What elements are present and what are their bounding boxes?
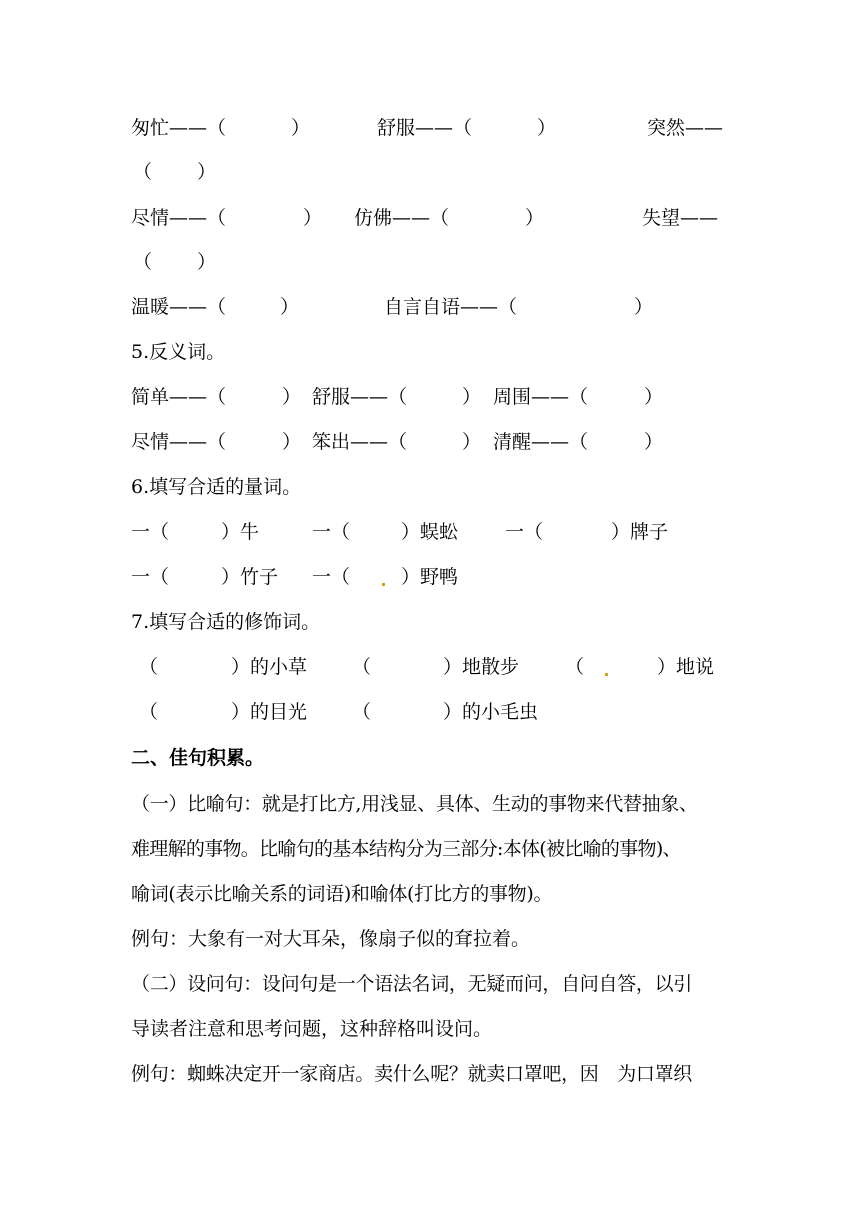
paragraph-text: 导读者注意和思考问题，这种辞格叫设问。 <box>131 1018 493 1040</box>
simile-para-line-3 <box>0 879 860 909</box>
section-heading: 二、佳句积累。 <box>131 747 265 769</box>
measure-item: 一（ <box>312 521 351 543</box>
antonym-bracket: ） <box>462 431 482 453</box>
measure-row-1 <box>0 517 860 547</box>
synonym-item: 舒服——（ <box>377 117 473 139</box>
modifier-item: ）的小草 <box>231 656 308 678</box>
measure-item: ）竹子 <box>221 566 279 588</box>
synonym-item: 突然—— <box>647 117 724 139</box>
antonym-row-1 <box>0 382 860 412</box>
section-heading: 5.反义词。 <box>131 341 226 363</box>
simile-example <box>0 924 860 954</box>
antonym-item: 周围——（ <box>493 386 589 408</box>
measure-item: ）牌子 <box>611 521 669 543</box>
rhetorical-para-line-1 <box>0 969 860 999</box>
synonym-bracket: ） <box>280 296 300 318</box>
measure-item: ）蜈蚣 <box>401 521 459 543</box>
synonym-bracket: ） <box>197 251 217 273</box>
modifiers-heading <box>0 607 860 637</box>
synonym-bracket: （ <box>133 161 153 183</box>
synonym-row-2 <box>0 203 860 233</box>
paragraph-text: （一）比喻句：就是打比方,用浅显、具体、生动的事物来代替抽象、 <box>131 793 698 815</box>
modifier-item: ）的目光 <box>231 701 308 723</box>
synonym-item: 尽情——（ <box>131 207 227 229</box>
example-sentence: 例句：蜘蛛决定开一家商店。卖什么呢？就卖口罩吧，因 为口罩织 <box>131 1063 693 1085</box>
synonym-bracket: （ <box>133 251 153 273</box>
antonym-item: 清醒——（ <box>493 431 589 453</box>
antonym-bracket: ） <box>644 386 664 408</box>
modifier-bracket: （ <box>139 656 159 678</box>
measure-item: 一（ <box>131 521 170 543</box>
rhetorical-para-line-2 <box>0 1014 860 1044</box>
modifier-row-1 <box>0 652 860 682</box>
measure-item: 一（ <box>131 566 170 588</box>
modifier-item: ）地说 <box>657 656 715 678</box>
modifier-bracket: （ <box>352 656 372 678</box>
modifier-bracket: （ <box>139 701 159 723</box>
antonym-item: 舒服——（ <box>312 386 408 408</box>
antonym-bracket: ） <box>644 431 664 453</box>
measure-item: 一（ <box>312 566 351 588</box>
paragraph-text: （二）设问句：设问句是一个语法名词，无疑而问，自问自答，以引 <box>131 973 693 995</box>
synonym-row-1-wrap <box>0 157 860 187</box>
modifier-item: ）地散步 <box>443 656 520 678</box>
section-heading: 6.填写合适的量词。 <box>131 476 302 498</box>
measure-words-heading <box>0 472 860 502</box>
section-heading: 7.填写合适的修饰词。 <box>131 611 321 633</box>
measure-row-2 <box>0 562 860 592</box>
synonym-item: 失望—— <box>642 207 719 229</box>
rhetorical-example <box>0 1059 860 1089</box>
example-sentence: 例句：大象有一对大耳朵，像扇子似的耷拉着。 <box>131 928 531 950</box>
synonym-bracket: ） <box>197 161 217 183</box>
modifier-bracket: （ <box>565 656 585 678</box>
antonym-bracket: ） <box>282 386 302 408</box>
synonym-bracket: ） <box>303 207 323 229</box>
synonym-bracket: ） <box>525 207 545 229</box>
synonym-item: 温暖——（ <box>131 296 227 318</box>
simile-para-line-1 <box>0 789 860 819</box>
synonym-bracket: ） <box>537 117 557 139</box>
measure-item: 一（ <box>505 521 544 543</box>
antonym-bracket: ） <box>462 386 482 408</box>
section-2-heading <box>0 743 860 773</box>
synonym-bracket: ） <box>634 296 654 318</box>
paragraph-text: 难理解的事物。比喻句的基本结构分为三部分:本体(被比喻的事物)、 <box>131 838 681 860</box>
antonym-item: 尽情——（ <box>131 431 227 453</box>
antonyms-heading <box>0 337 860 367</box>
synonym-row-1 <box>0 113 860 143</box>
modifier-item: ）的小毛虫 <box>443 701 539 723</box>
antonym-row-2 <box>0 427 860 457</box>
simile-para-line-2 <box>0 834 860 864</box>
synonym-item: 仿佛——（ <box>354 207 450 229</box>
synonym-item: 匆忙——（ <box>131 117 227 139</box>
synonym-row-2-wrap <box>0 247 860 277</box>
stray-mark <box>382 583 385 586</box>
antonym-bracket: ） <box>282 431 302 453</box>
synonym-item: 自言自语——（ <box>384 296 518 318</box>
antonym-item: 简单——（ <box>131 386 227 408</box>
measure-item: ）野鸭 <box>401 566 459 588</box>
modifier-bracket: （ <box>352 701 372 723</box>
measure-item: ）牛 <box>221 521 260 543</box>
stray-mark <box>605 673 608 676</box>
synonym-bracket: ） <box>291 117 311 139</box>
antonym-item: 笨出——（ <box>312 431 408 453</box>
paragraph-text: 喻词(表示比喻关系的词语)和喻体(打比方的事物)。 <box>131 883 553 905</box>
modifier-row-2 <box>0 697 860 727</box>
synonym-row-3 <box>0 292 860 322</box>
